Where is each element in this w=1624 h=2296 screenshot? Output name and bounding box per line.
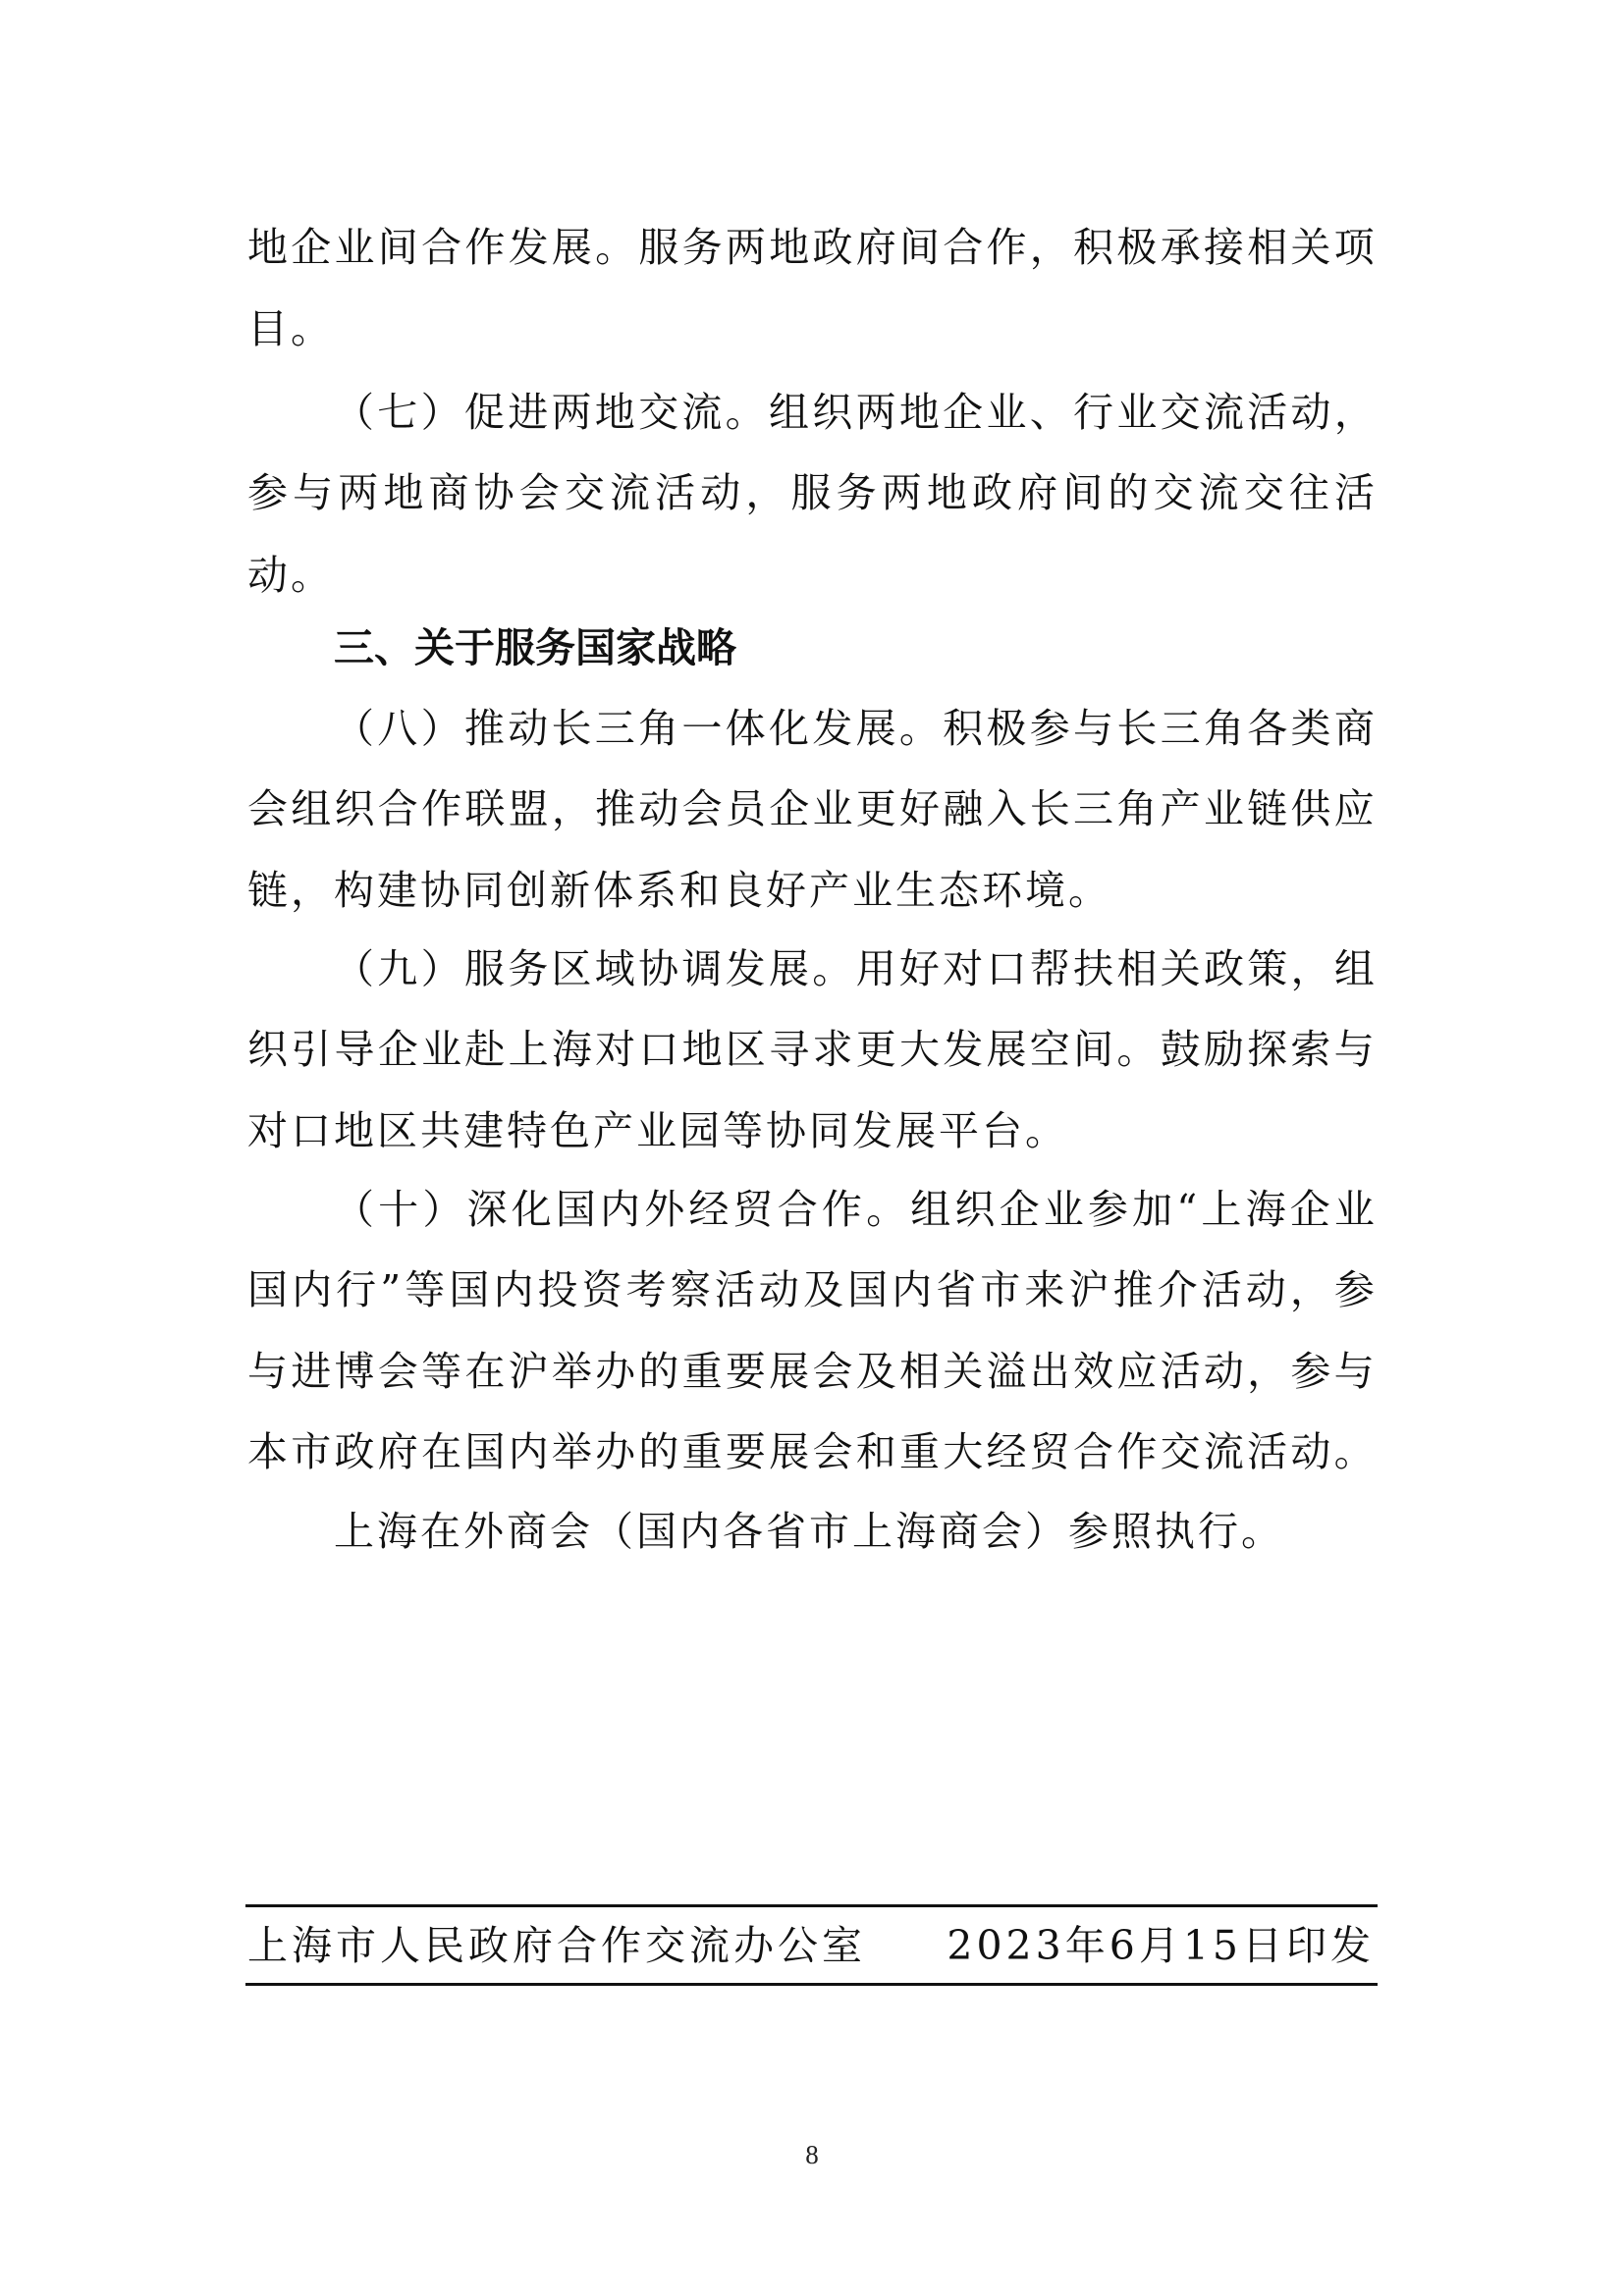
- footer-top-rule: [245, 1904, 1378, 1907]
- text-line: 与 进 博 会 等 在 沪 举 办 的 重 要 展 会 及 相 关 溢 出 效 应 活 动 ， 参 与: [247, 1348, 1375, 1395]
- text-line: （ 八 ） 推 动 长 三 角 一 体 化 发 展 。 积 极 参 与 长 三 角 各 类 商: [334, 705, 1375, 752]
- text-line: （ 十 ） 深 化 国 内 外 经 贸 合 作 。 组 织 企 业 参 加 “ 上 海 企 业: [334, 1186, 1375, 1233]
- text-line: 本 市 政 府 在 国 内 举 办 的 重 要 展 会 和 重 大 经 贸 合 作 交 流 活 动 。: [247, 1428, 1375, 1475]
- text-line: 国 内 行 ” 等 国 内 投 资 考 察 活 动 及 国 内 省 市 来 沪 推 介 活 动 ， 参: [247, 1266, 1375, 1313]
- text-line: （ 九 ） 服 务 区 域 协 调 发 展 。 用 好 对 口 帮 扶 相 关 政 策 ， 组: [334, 945, 1375, 992]
- page-number: 8: [805, 2140, 819, 2169]
- text-line: 对 口 地 区 共 建 特 色 产 业 园 等 协 同 发 展 平 台 。: [247, 1107, 1065, 1154]
- text-line: 参 与 两 地 商 协 会 交 流 活 动 ， 服 务 两 地 政 府 间 的 交 流 交 往 活: [247, 469, 1375, 516]
- text-line: 上 海 在 外 商 会 （ 国 内 各 省 市 上 海 商 会 ） 参 照 执 行 。: [334, 1508, 1281, 1555]
- text-line: 织 引 导 企 业 赴 上 海 对 口 地 区 寻 求 更 大 发 展 空 间 。 鼓 励 探 索 与: [247, 1026, 1375, 1073]
- footer-bottom-rule: [245, 1983, 1378, 1986]
- issuer-name: 上海市人民政府合作交流办公室: [247, 1922, 866, 1969]
- issue-date: 2023年6月15日印发: [947, 1922, 1375, 1969]
- text-line: 目 。: [247, 305, 331, 352]
- text-line: （ 七 ） 促 进 两 地 交 流 。 组 织 两 地 企 业 、 行 业 交 流 活 动 ，: [334, 389, 1375, 436]
- section-heading: 三、关于服务国家战略: [334, 624, 736, 671]
- text-line: 会 组 织 合 作 联 盟 ， 推 动 会 员 企 业 更 好 融 入 长 三 角 产 业 链 供 应: [247, 785, 1375, 832]
- text-line: 动 。: [247, 552, 331, 599]
- text-line: 链 ， 构 建 协 同 创 新 体 系 和 良 好 产 业 生 态 环 境 。: [247, 867, 1109, 914]
- text-line: 地 企 业 间 合 作 发 展 。 服 务 两 地 政 府 间 合 作 ， 积 极 承 接 相 关 项: [247, 224, 1375, 271]
